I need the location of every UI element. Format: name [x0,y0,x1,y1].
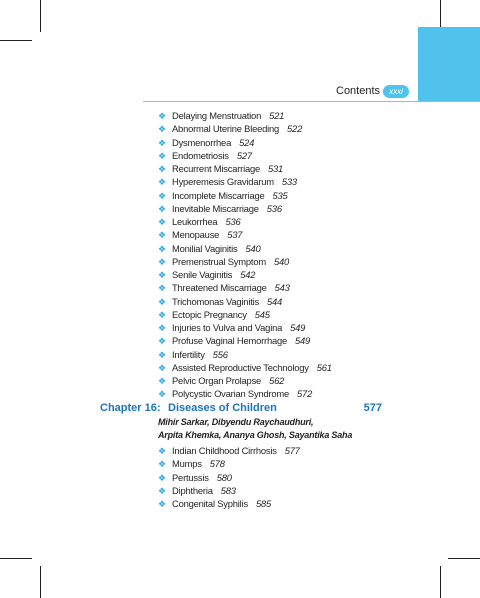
chapter-label: Chapter 16: [100,402,161,414]
bullet-icon: ❖ [158,243,166,254]
bullet-icon: ❖ [158,177,166,188]
list-item[interactable] [158,471,300,484]
chapter-page: 577 [363,402,382,414]
bullet-icon: ❖ [158,111,166,121]
entry-title: Injuries to Vulva and Vagina [172,322,283,333]
contents-list [158,109,332,401]
bullet-icon: ❖ [158,164,166,174]
entry-title: Abnormal Uterine Bleeding [172,123,280,135]
list-item[interactable] [158,484,300,497]
entry-page: 537 [227,229,243,241]
bullet-icon: ❖ [158,150,166,161]
list-item[interactable] [158,281,332,294]
entry-page: 577 [284,445,300,456]
entry-page: 536 [225,216,241,227]
entry-title: Menopause [172,229,220,241]
bullet-icon: ❖ [158,446,166,456]
entry-page: 580 [216,471,232,483]
list-item[interactable] [158,295,332,308]
entry-page: 536 [266,202,282,214]
list-item[interactable] [158,202,332,215]
list-item[interactable] [158,122,332,135]
bullet-icon: ❖ [158,124,166,135]
running-head: Contents [336,85,381,97]
list-item[interactable] [158,308,332,321]
bullet-icon: ❖ [158,472,166,483]
entry-page: 544 [266,295,283,307]
entry-page: 521 [269,110,285,121]
bullet-icon: ❖ [158,203,166,214]
entry-page: 556 [212,348,228,360]
entry-page: 543 [274,282,290,294]
bullet-icon: ❖ [158,323,166,333]
list-item[interactable] [158,387,332,400]
list-item[interactable] [158,348,332,361]
entry-page: 583 [220,484,236,496]
entry-page: 531 [268,163,284,174]
entry-title: Diphtheria [172,484,213,496]
thumb-tab [418,27,480,101]
entry-title: Threatened Miscarriage [172,282,267,294]
chapter-title: Diseases of Children [168,402,277,414]
list-item[interactable] [158,374,332,387]
bullet-icon: ❖ [158,256,166,267]
entry-title: Polycystic Ovarian Syndrome [172,388,290,400]
entry-page: 561 [316,361,332,373]
bullet-icon: ❖ [158,349,166,360]
entry-title: Indian Childhood Cirrhosis [172,445,277,456]
entry-page: 540 [245,242,261,254]
entry-title: Endometriosis [172,149,229,161]
list-item[interactable] [158,136,332,149]
entry-title: Recurrent Miscarriage [172,163,261,174]
list-item[interactable] [158,321,332,334]
list-item[interactable] [158,189,332,202]
list-item[interactable] [158,334,332,347]
crop-mark [0,558,32,559]
bullet-icon: ❖ [158,190,166,201]
entry-page: 524 [239,136,255,148]
bullet-icon: ❖ [158,137,166,148]
entry-page: 540 [273,255,289,267]
entry-page: 562 [269,375,285,386]
entry-page: 527 [236,149,252,161]
entry-page: 533 [281,176,297,188]
bullet-icon: ❖ [158,309,166,320]
bullet-icon: ❖ [158,376,166,386]
entry-title: Incomplete Miscarriage [172,189,265,201]
list-item[interactable] [158,361,332,374]
bullet-icon: ❖ [158,336,166,347]
entry-page: 572 [297,388,313,400]
list-item[interactable] [158,228,332,241]
bullet-icon: ❖ [158,459,166,470]
authors-line: Arpita Khemka, Ananya Ghosh, Sayantika Saha [158,430,353,440]
entry-title: Infertility [172,348,205,360]
list-item[interactable] [158,268,332,281]
bullet-icon: ❖ [158,230,166,241]
crop-mark [40,566,41,598]
list-item[interactable] [158,242,332,255]
entry-title: Ectopic Pregnancy [172,308,247,320]
chapter-authors [158,416,352,442]
entry-title: Leukorrhea [172,216,218,227]
list-item[interactable] [158,162,332,175]
list-item[interactable] [158,175,332,188]
crop-mark [440,566,441,598]
entry-title: Profuse Vaginal Hemorrhage [172,335,288,347]
entry-title: Congenital Syphilis [172,498,248,509]
entry-title: Mumps [172,458,202,470]
entry-page: 585 [255,498,271,509]
page-number-badge: xxxi [383,85,409,98]
entry-page: 578 [209,458,225,470]
entry-page: 535 [272,189,288,201]
bullet-icon: ❖ [158,283,166,294]
bullet-icon: ❖ [158,296,166,307]
list-item[interactable] [158,255,332,268]
entry-page: 542 [240,269,256,280]
authors-line: Mihir Sarkar, Dibyendu Raychaudhuri, [158,417,314,427]
entry-title: Inevitable Miscarriage [172,202,259,214]
entry-title: Senile Vaginitis [172,269,233,280]
entry-page: 545 [254,308,270,320]
crop-mark [40,0,41,32]
entry-title: Assisted Reproductive Technology [172,361,309,373]
list-item[interactable] [158,215,332,228]
bullet-icon: ❖ [158,217,166,227]
bullet-icon: ❖ [158,499,166,509]
list-item[interactable] [158,457,300,470]
bullet-icon: ❖ [158,362,166,373]
list-item[interactable] [158,444,300,457]
bullet-icon: ❖ [158,485,166,496]
entry-page: 549 [295,335,311,347]
entry-title: Dysmenorrhea [172,136,232,148]
list-item[interactable] [158,149,332,162]
entry-title: Premenstrual Symptom [172,255,266,267]
entry-title: Pertussis [172,471,209,483]
list-item[interactable] [158,109,332,122]
crop-mark [0,40,32,41]
entry-title: Hyperemesis Gravidarum [172,176,274,188]
list-item[interactable] [158,497,300,510]
contents-list [158,444,300,510]
entry-title: Pelvic Organ Prolapse [172,375,262,386]
entry-title: Monilial Vaginitis [172,242,238,254]
entry-page: 522 [287,123,303,135]
bullet-icon: ❖ [158,270,166,280]
entry-title: Trichomonas Vaginitis [172,295,259,307]
bullet-icon: ❖ [158,389,166,400]
crop-mark [448,558,480,559]
entry-page: 549 [290,322,306,333]
header-rule [143,101,480,102]
entry-title: Delaying Menstruation [172,110,262,121]
chapter-heading[interactable] [100,402,382,414]
